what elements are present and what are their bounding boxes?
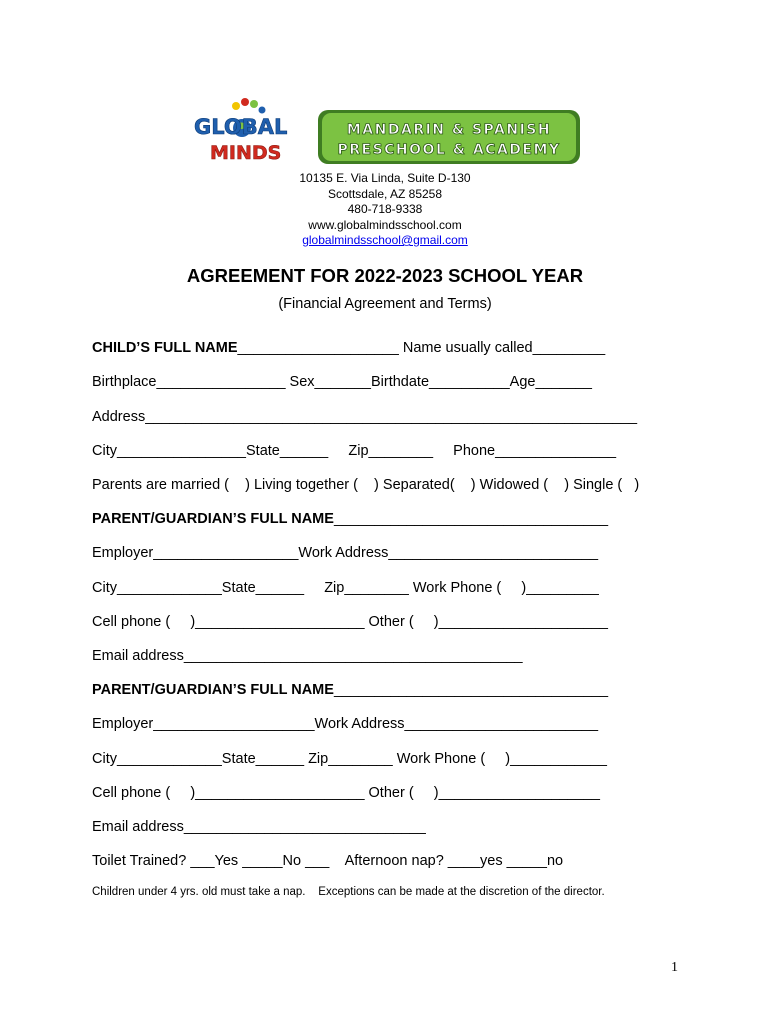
parent1-city-row[interactable]: City_____________State______ Zip________ Work Phone ( )_________ (92, 580, 599, 596)
parent2-name-row[interactable] (92, 682, 608, 698)
address-street: 10135 E. Via Linda, Suite D-130 (299, 171, 471, 185)
parent1-employer-row[interactable]: Employer__________________Work Address__________________________ (92, 545, 599, 561)
parent2-name-label: PARENT/GUARDIAN’S FULL NAME (92, 682, 334, 698)
parent1-name-row[interactable] (92, 511, 608, 527)
logo-global-text: GLOBAL (194, 115, 288, 139)
parent2-city-row[interactable]: City_____________State______ Zip________ Work Phone ( )____________ (92, 751, 607, 767)
parent1-name-field[interactable]: __________________________________ (333, 511, 609, 527)
toilet-nap-row[interactable]: Toilet Trained? ___Yes _____No ___ Afternoon nap? ____yes _____no (92, 853, 564, 869)
child-name-field[interactable]: ____________________ Name usually called_________ (237, 340, 606, 356)
address-row[interactable]: Address_____________________________________________________________ (92, 409, 638, 425)
parent2-cell-row[interactable]: Cell phone ( )_____________________ Other ( )____________________ (92, 785, 600, 801)
child-name-row[interactable] (92, 340, 605, 356)
birth-info-row[interactable]: Birthplace________________ Sex_______Birthdate__________Age_______ (92, 374, 592, 390)
school-address-block (0, 171, 770, 249)
parent2-employer-row[interactable]: Employer____________________Work Address________________________ (92, 716, 599, 732)
logo-graphic (190, 96, 582, 166)
logo-minds-text: MINDS (210, 142, 282, 164)
address-email-link[interactable]: globalmindsschool@gmail.com (302, 233, 468, 247)
page-title: AGREEMENT FOR 2022-2023 SCHOOL YEAR (186, 265, 584, 286)
school-logo (190, 96, 582, 166)
page-number: 1 (671, 960, 678, 975)
parent1-cell-row[interactable]: Cell phone ( )_____________________ Other ( )_____________________ (92, 614, 608, 630)
parents-status-row[interactable]: Parents are married ( ) Living together ( ) Separated( ) Widowed ( ) Single ( ) (92, 477, 640, 493)
parent1-name-label: PARENT/GUARDIAN’S FULL NAME (92, 511, 334, 527)
page-subtitle: (Financial Agreement and Terms) (278, 296, 492, 312)
logo-banner-line1: MANDARIN & SPANISH (346, 122, 552, 138)
child-city-row[interactable]: City________________State______ Zip________ Phone_______________ (92, 443, 617, 459)
address-website[interactable]: www.globalmindsschool.com (308, 217, 462, 232)
address-phone: 480-718-9338 (347, 202, 423, 216)
logo-banner-line2: PRESCHOOL & ACADEMY (337, 142, 561, 158)
child-name-label: CHILD’S FULL NAME (92, 340, 238, 356)
parent2-email-row[interactable]: Email address______________________________ (92, 819, 426, 835)
parent2-name-field[interactable]: __________________________________ (333, 682, 609, 698)
address-city: Scottsdale, AZ 85258 (327, 186, 443, 201)
parent1-email-row[interactable]: Email address__________________________________________ (92, 648, 523, 664)
nap-policy-note: Children under 4 yrs. old must take a nap. Exceptions can be made at the discretion of the director. (92, 886, 605, 898)
